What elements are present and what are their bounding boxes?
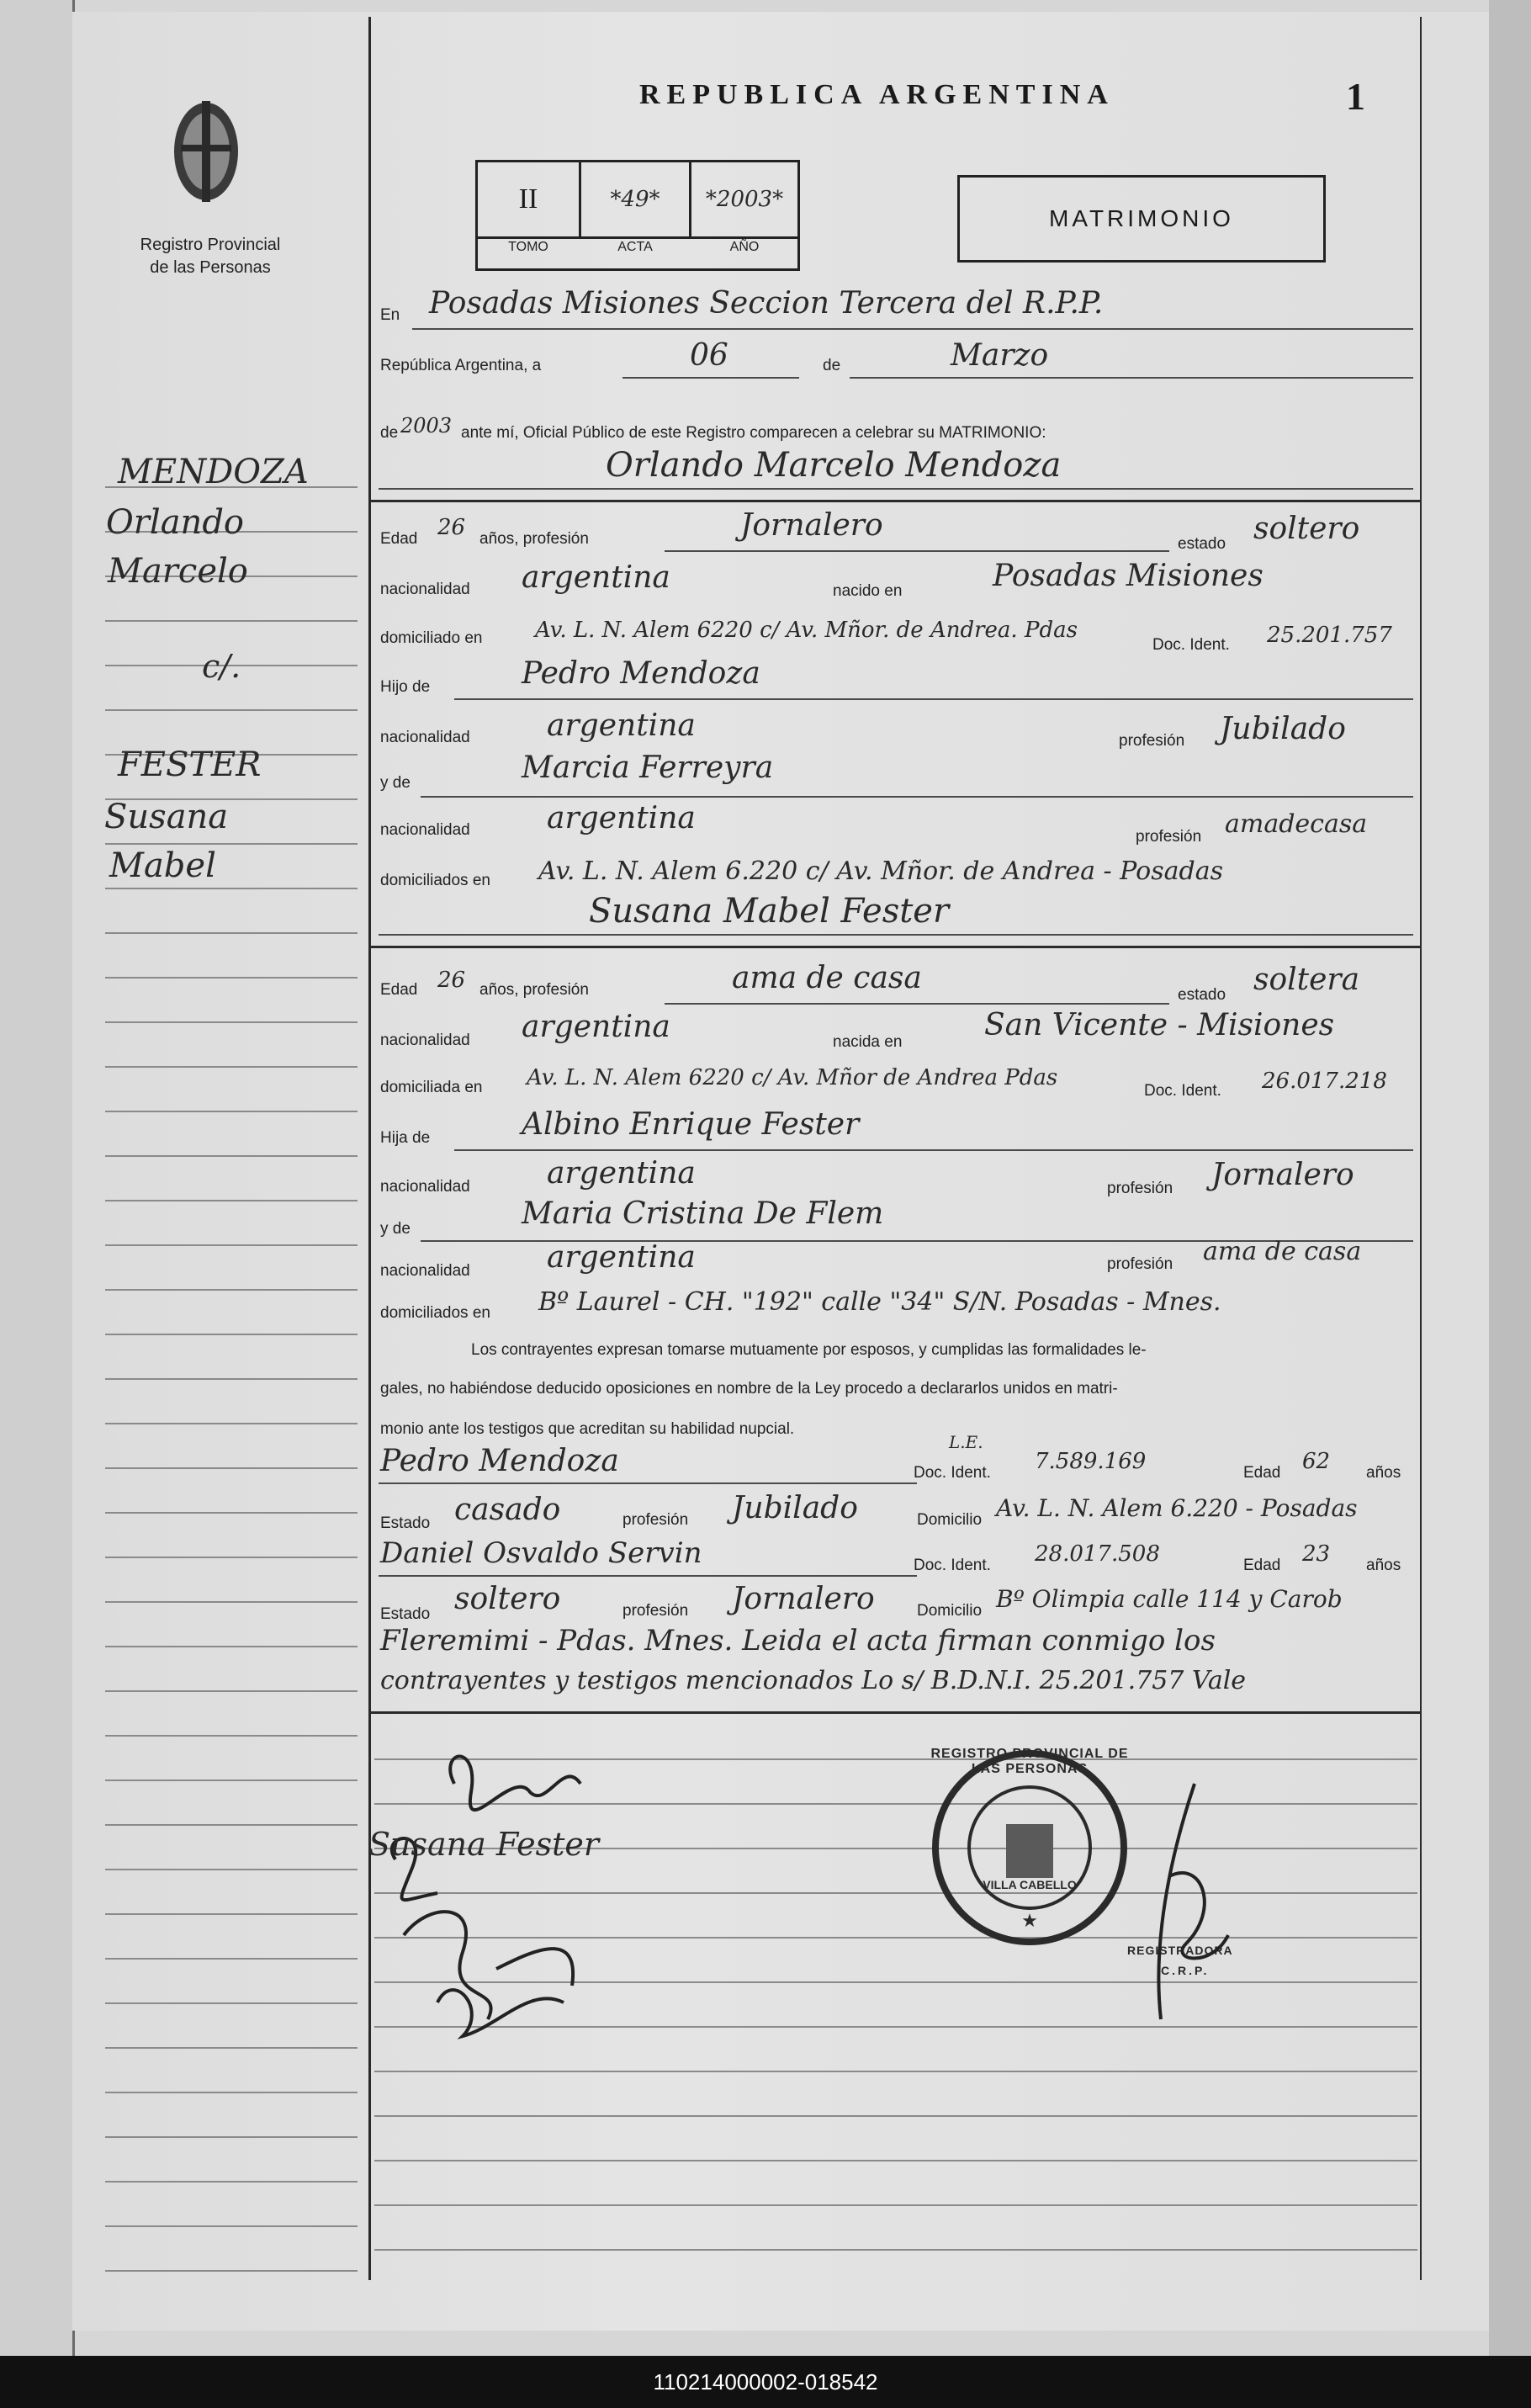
groom-father: Pedro Mendoza xyxy=(522,656,760,691)
bride-estado-label: estado xyxy=(1178,986,1226,1004)
place-text: Posadas Misiones Seccion Tercera del R.P.P. xyxy=(429,286,1104,321)
month-text: Marzo xyxy=(951,338,1049,373)
witness2-name: Daniel Osvaldo Servin xyxy=(380,1536,702,1570)
bride-estado: soltera xyxy=(1253,963,1360,997)
groom-separator xyxy=(370,500,1422,502)
margin-rule-line xyxy=(105,1824,358,1826)
witness2-doc-label: Doc. Ident. xyxy=(914,1557,991,1574)
month-underline xyxy=(850,377,1413,379)
groom-father-nac-label: nacionalidad xyxy=(380,729,470,746)
anio-text: *2003* xyxy=(705,187,784,212)
bride-nationality: argentina xyxy=(522,1010,670,1044)
margin-rule-line xyxy=(105,1111,358,1112)
groom-estado-label: estado xyxy=(1178,535,1226,553)
margin-rule-line xyxy=(105,2002,358,2004)
witness2-doc: 28.017.508 xyxy=(1035,1541,1160,1567)
margin-rule-line xyxy=(105,2092,358,2093)
bride-profesion-label: años, profesión xyxy=(479,981,589,999)
bride-father-nac-label: nacionalidad xyxy=(380,1178,470,1196)
stamp-side: REGISTRADORA xyxy=(1127,1944,1233,1957)
bride-separator xyxy=(370,946,1422,948)
page-number: 1 xyxy=(1346,75,1365,118)
signature-3 xyxy=(404,1912,573,2019)
groom-mother: Marcia Ferreyra xyxy=(522,751,774,785)
registry-line-1: Registro Provincial xyxy=(140,236,281,254)
closing-separator xyxy=(370,1711,1422,1714)
witness1-doc: 7.589.169 xyxy=(1035,1449,1147,1474)
bride-nacida-label: nacida en xyxy=(833,1033,903,1051)
groom-parents-dom: Av. L. N. Alem 6.220 c/ Av. Mñor. de Andrea - Posadas xyxy=(538,857,1223,886)
margin-rule-line xyxy=(105,1378,358,1380)
bride-father-prof: Jornalero xyxy=(1211,1158,1354,1192)
witness1-name: Pedro Mendoza xyxy=(380,1444,619,1478)
crest-icon xyxy=(168,93,244,219)
margin-rule-line xyxy=(105,1958,358,1960)
stamp-sub: VILLA CABELLO xyxy=(983,1878,1077,1891)
page-title: REPUBLICA ARGENTINA xyxy=(639,79,1115,110)
groom-edad-label: Edad xyxy=(380,530,418,548)
body-rule-line xyxy=(374,2204,1417,2206)
witness2-domicile: Bº Olimpia calle 114 y Carob xyxy=(996,1585,1343,1613)
bride-mother-prof-label: profesión xyxy=(1107,1255,1173,1273)
bride-domicile: Av. L. N. Alem 6220 c/ Av. Mñor de Andrea Pdas xyxy=(527,1065,1058,1090)
groom-mother-prof-label: profesión xyxy=(1136,828,1202,846)
groom-parents-dom-label: domiciliados en xyxy=(380,872,490,889)
margin-rule-line xyxy=(105,1913,358,1915)
witness2-edad-label: Edad xyxy=(1243,1557,1281,1574)
year-text: 2003 xyxy=(400,414,453,438)
bride-hija-label: Hija de xyxy=(380,1129,431,1147)
margin-rule-line xyxy=(105,1869,358,1870)
right-page-edge xyxy=(1489,0,1531,2356)
witness2-age: 23 xyxy=(1302,1541,1331,1567)
groom-father-underline xyxy=(454,698,1413,700)
margin-rule-line xyxy=(105,932,358,934)
margin-rule-line xyxy=(105,1601,358,1603)
groom-dom-label: domiciliado en xyxy=(380,629,483,647)
margin-surname-1: MENDOZA xyxy=(118,453,309,491)
groom-estado: soltero xyxy=(1253,512,1360,546)
groom-mother-underline xyxy=(421,796,1413,798)
oficial-text: ante mí, Oficial Público de este Registro comparecen a celebrar su MATRIMONIO: xyxy=(461,424,1046,442)
signature-1 xyxy=(450,1757,580,1811)
margin-rule-line xyxy=(105,888,358,889)
groom-domicile: Av. L. N. Alem 6220 c/ Av. Mñor. de Andrea. Pdas xyxy=(535,618,1078,643)
bride-father-underline xyxy=(454,1149,1413,1151)
bride-parents-dom: Bº Laurel - CH. "192" calle "34" S/N. Posadas - Mnes. xyxy=(538,1287,1221,1317)
record-id-box xyxy=(475,160,800,271)
witness2-prof-label: profesión xyxy=(622,1602,689,1620)
groom-profession-underline xyxy=(665,550,1169,552)
witness1-anos-label: años xyxy=(1366,1464,1401,1482)
groom-father-nat: argentina xyxy=(547,708,696,743)
statement-line-1: Los contrayentes expresan tomarse mutuamente por esposos, y cumplidas las formalidades le- xyxy=(471,1341,1147,1359)
right-vertical-rule xyxy=(1420,17,1422,2280)
groom-mother-prof: amadecasa xyxy=(1225,809,1368,839)
signature-4 xyxy=(437,1990,564,2036)
bride-mother: Maria Cristina De Flem xyxy=(522,1196,884,1231)
margin-rule-line xyxy=(105,2225,358,2227)
bride-parents-dom-label: domiciliados en xyxy=(380,1304,490,1322)
groom-birthplace: Posadas Misiones xyxy=(993,559,1263,593)
registry-name xyxy=(135,234,286,279)
official-stamp xyxy=(929,1747,1131,1949)
bride-father-prof-label: profesión xyxy=(1107,1180,1173,1197)
groom-mother-nac-label: nacionalidad xyxy=(380,821,470,839)
bride-age: 26 xyxy=(437,968,466,993)
margin-rule-line xyxy=(105,1467,358,1469)
margin-rule-line xyxy=(105,1244,358,1246)
body-rule-line xyxy=(374,2071,1417,2072)
stamp-text: REGISTRO PROVINCIAL DE LAS PERSONAS xyxy=(930,1747,1129,1776)
groom-mother-nat: argentina xyxy=(547,801,696,835)
left-page-edge xyxy=(0,0,75,2356)
margin-rule-line xyxy=(105,1512,358,1514)
acta-label: ACTA xyxy=(617,240,653,254)
margin-given-2a: Susana xyxy=(104,798,229,836)
witness1-estado-label: Estado xyxy=(380,1514,431,1532)
closing-line-2: contrayentes y testigos mencionados Lo s/ B.D.N.I. 25.201.757 Vale xyxy=(380,1666,1247,1695)
margin-surname-2: FESTER xyxy=(118,745,262,784)
day-underline xyxy=(622,377,799,379)
day-text: 06 xyxy=(690,338,728,373)
groom-yde-label: y de xyxy=(380,774,411,792)
statement-line-2: gales, no habiéndose deducido oposiciones en nombre de la Ley procedo a declararlos unidos en matri- xyxy=(380,1380,1118,1398)
registrar-signature xyxy=(1119,1775,1237,2028)
bride-birthplace: San Vicente - Misiones xyxy=(984,1008,1335,1042)
bride-mother-prof: ama de casa xyxy=(1203,1237,1362,1266)
anio-value xyxy=(691,162,797,239)
witness1-prof-label: profesión xyxy=(622,1511,689,1529)
closing-line-1: Fleremimi - Pdas. Mnes. Leida el acta firman conmigo los xyxy=(380,1624,1216,1657)
groom-doc-label: Doc. Ident. xyxy=(1152,636,1230,654)
witness2-estado-label: Estado xyxy=(380,1605,431,1623)
bride-doc: 26.017.218 xyxy=(1262,1069,1387,1094)
scan-code: 110214000002-018542 xyxy=(0,2356,1531,2408)
margin-rule-line xyxy=(105,1021,358,1023)
margin-rule-line xyxy=(105,2270,358,2272)
margin-rule-line xyxy=(105,1646,358,1647)
margin-rule-line xyxy=(105,1289,358,1291)
tomo-label: TOMO xyxy=(508,240,548,254)
bride-dom-label: domiciliada en xyxy=(380,1079,483,1096)
margin-rule-line xyxy=(105,843,358,845)
bride-father-nat: argentina xyxy=(547,1156,696,1191)
margin-rule-line xyxy=(105,2181,358,2183)
groom-hijo-label: Hijo de xyxy=(380,678,431,696)
acta-value xyxy=(581,162,691,239)
margin-rule-line xyxy=(105,1200,358,1201)
bride-mother-nac-label: nacionalidad xyxy=(380,1262,470,1280)
margin-rule-line xyxy=(105,709,358,711)
bride-profession: ama de casa xyxy=(732,961,922,995)
bride-nac-label: nacionalidad xyxy=(380,1032,470,1049)
margin-rule-line xyxy=(105,1735,358,1737)
margin-given-1a: Orlando xyxy=(106,503,245,542)
margin-given-1b: Marcelo xyxy=(108,552,248,591)
republica-label: República Argentina, a xyxy=(380,357,542,374)
witness1-edad-label: Edad xyxy=(1243,1464,1281,1482)
witness2-profession: Jornalero xyxy=(732,1582,875,1616)
en-label: En xyxy=(380,306,400,324)
bride-yde-label: y de xyxy=(380,1220,411,1238)
margin-rule-line xyxy=(105,977,358,979)
year-prefix-label: de xyxy=(380,424,399,442)
registry-line-2: de las Personas xyxy=(150,258,271,277)
margin-rule-line xyxy=(105,2136,358,2138)
bride-profession-underline xyxy=(665,1003,1169,1005)
witness2-estado: soltero xyxy=(454,1582,561,1616)
witness1-age: 62 xyxy=(1302,1449,1331,1474)
body-rule-line xyxy=(374,2115,1417,2117)
margin-rule-line xyxy=(105,2047,358,2049)
groom-profession: Jornalero xyxy=(740,508,883,543)
witness2-dom-label: Domicilio xyxy=(917,1602,983,1620)
anio-label: AÑO xyxy=(729,240,760,254)
body-rule-line xyxy=(374,2249,1417,2251)
groom-father-prof-label: profesión xyxy=(1119,732,1185,750)
margin-rule-line xyxy=(105,1779,358,1781)
bride-name-underline xyxy=(379,934,1413,936)
groom-name: Orlando Marcelo Mendoza xyxy=(606,446,1062,485)
witness1-doc-type: L.E. xyxy=(949,1432,983,1452)
groom-age: 26 xyxy=(437,515,466,540)
margin-given-2b: Mabel xyxy=(109,846,216,885)
groom-name-underline xyxy=(379,488,1413,490)
groom-doc: 25.201.757 xyxy=(1267,623,1392,648)
stamp-side-2: C.R.P. xyxy=(1161,1964,1210,1977)
groom-profesion-label: años, profesión xyxy=(479,530,589,548)
groom-father-prof: Jubilado xyxy=(1220,712,1346,746)
margin-conj: c/. xyxy=(202,648,241,685)
bride-mother-nat: argentina xyxy=(547,1240,696,1275)
margin-rule-line xyxy=(105,1334,358,1335)
signature-2: Susana Fester xyxy=(368,1826,600,1863)
margin-rule-line xyxy=(105,620,358,622)
signatures-group xyxy=(362,1733,715,2053)
tomo-value: II xyxy=(478,162,581,239)
statement-line-3: monio ante los testigos que acreditan su habilidad nupcial. xyxy=(380,1420,795,1438)
witness2-name-underline xyxy=(379,1575,917,1577)
witness1-dom-label: Domicilio xyxy=(917,1511,983,1529)
witness1-domicile: Av. L. N. Alem 6.220 - Posadas xyxy=(996,1494,1358,1522)
form-type-box: MATRIMONIO xyxy=(957,175,1326,263)
bride-father: Albino Enrique Fester xyxy=(522,1107,860,1142)
margin-rule-line xyxy=(105,1423,358,1424)
margin-rule-line xyxy=(105,1690,358,1692)
margin-rule-line xyxy=(105,1155,358,1157)
witness2-anos-label: años xyxy=(1366,1557,1401,1574)
acta-text: *49* xyxy=(610,187,660,212)
bride-edad-label: Edad xyxy=(380,981,418,999)
bride-name: Susana Mabel Fester xyxy=(589,892,950,931)
witness1-profession: Jubilado xyxy=(732,1491,858,1525)
witness1-estado: casado xyxy=(454,1493,561,1527)
margin-rule-line xyxy=(105,1557,358,1558)
svg-text:★: ★ xyxy=(1021,1911,1038,1932)
body-rule-line xyxy=(374,2160,1417,2161)
groom-nacido-label: nacido en xyxy=(833,582,903,600)
witness1-name-underline xyxy=(379,1482,917,1484)
groom-nationality: argentina xyxy=(522,560,670,595)
witness1-doc-label: Doc. Ident. xyxy=(914,1464,991,1482)
place-underline xyxy=(412,328,1413,330)
de-label: de xyxy=(823,357,841,374)
bride-doc-label: Doc. Ident. xyxy=(1144,1082,1221,1100)
groom-nac-label: nacionalidad xyxy=(380,581,470,598)
margin-rule-line xyxy=(105,1066,358,1068)
